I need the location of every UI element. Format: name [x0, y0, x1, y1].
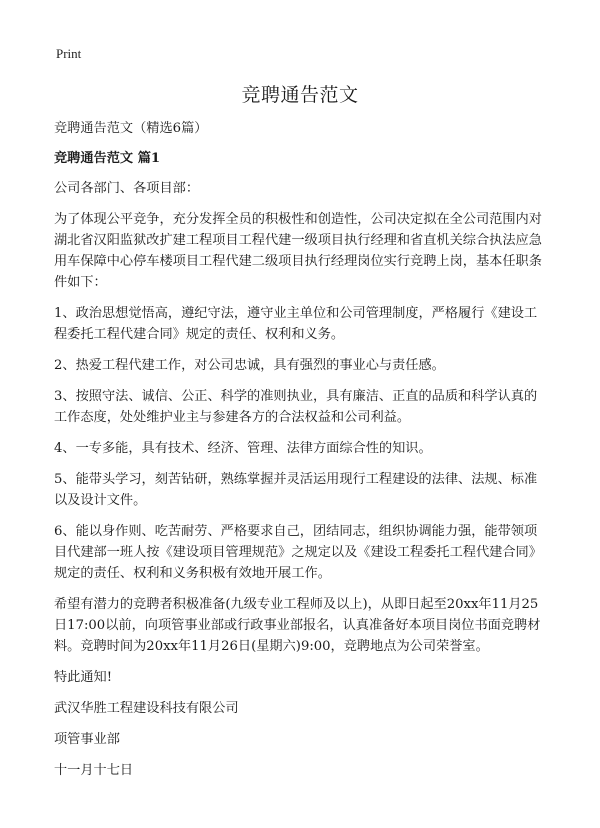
condition-item: 1、政治思想觉悟高，遵纪守法，遵守业主单位和公司管理制度，严格履行《建设工程委托工程代建合同》规定的责任、权利和义务。: [54, 306, 538, 342]
condition-item: 4、一专多能，具有技术、经济、管理、法律方面综合性的知识。: [54, 441, 432, 456]
department-name: 项管事业部: [54, 732, 120, 747]
condition-item: 5、能带头学习，刻苦钻研，熟练掌握并灵活运用现行工程建设的法律、法规、标准以及设计文件。: [54, 472, 538, 508]
intro-paragraph: 为了体现公平竞争，充分发挥全员的积极性和创造性，公司决定拟在全公司范围内对湖北省汉阳监狱改扩建工程项目工程代建一级项目执行经理和省直机关综合执法应急用车保障中心停车楼项目工程代建二级项目执行经理岗位实行竞聘上岗，基本任职条件如下：: [54, 212, 542, 290]
document-subtitle: 竞聘通告范文（精选6篇）: [54, 121, 208, 136]
print-link[interactable]: Print: [56, 46, 82, 61]
salutation: 公司各部门、各项目部：: [54, 181, 200, 196]
closing-line: 特此通知!: [54, 670, 113, 685]
condition-item: 2、热爱工程代建工作，对公司忠诚，具有强烈的事业心与责任感。: [54, 358, 445, 373]
application-paragraph: 希望有潜力的竞聘者积极准备(九级专业工程师及以上)，从即日起至20xx年11月25日17:00以前，向项管事业部或行政事业部报名，认真准备好本项目岗位书面竞聘材料。竞聘时间为20xx年11月26日(星期六)9:00，竞聘地点为公司荣誉室。: [54, 597, 541, 654]
condition-item: 3、按照守法、诚信、公正、科学的准则执业，具有廉洁、正直的品质和科学认真的工作态度，处处维护业主与参建各方的合法权益和公司利益。: [54, 389, 538, 425]
document-body: [54, 118, 550, 791]
company-name: 武汉华胜工程建设科技有限公司: [54, 701, 239, 716]
page-title: 竞聘通告范文: [241, 84, 359, 106]
condition-item: 6、能以身作则、吃苦耐劳、严格要求自己，团结同志，组织协调能力强，能带领项目代建部一班人按《建设项目管理规范》之规定以及《建设工程委托工程代建合同》规定的责任、权利和义务积极有效地开展工作。: [54, 524, 542, 581]
section-heading: 竞聘通告范文 篇1: [54, 151, 161, 166]
notice-date: 十一月十七日: [54, 763, 134, 778]
